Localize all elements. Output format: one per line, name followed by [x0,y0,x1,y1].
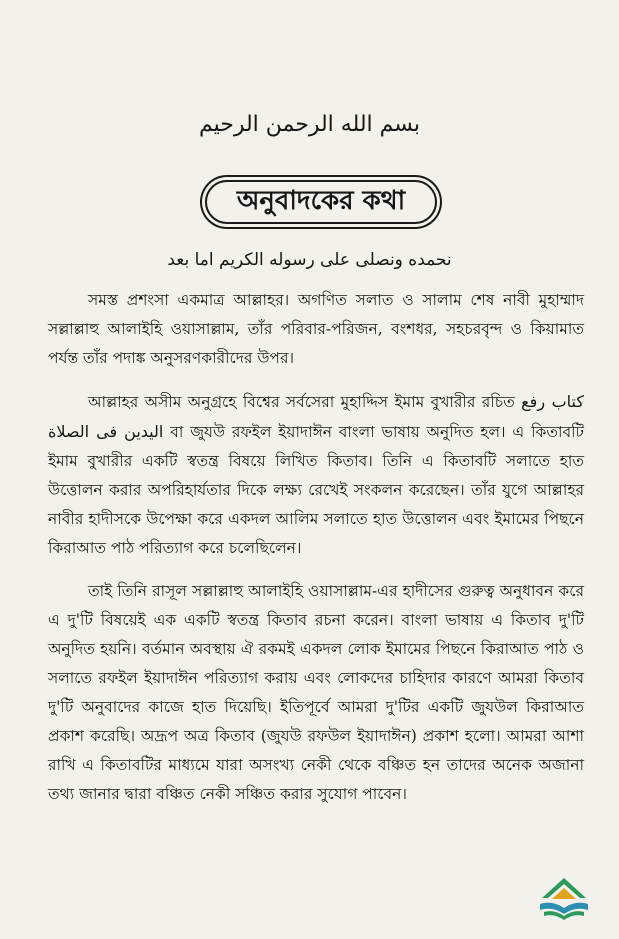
bismillah-heading: بسم الله الرحمن الرحيم [198,112,421,137]
paragraph-3: তাই তিনি রাসূল সল্লাল্লাহু আলাইহি ওয়াসাল্লাম-এর হাদীসের গুরুত্ব অনুধাবন করে এ দু'টি বিষয়েই এক একটি স্বতন্ত্র কিতাব রচনা করেন। বাংলা ভাষায় এ কিতাব দু'টি অনুদিত হয়নি। বর্তমান অবস্থায় ঐ রকমই একদল লোক ইমামের পিছনে কিরাআত পাঠ ও সলাতে রফইল ইয়াদাঈন পরিত্যাগ করায় এবং লোকদের চাহিদার কারণে আমরা কিতাব দু'টি অনুবাদের কাজে হাত দিয়েছি। ইতিপূর্বে আমরা দু'টির একটি জুযউল কিরাআত প্রকাশ করেছি। অদ্রূপ অত্র কিতাব (জুযউ রফউল ইয়াদাঈন) প্রকাশ হলো। আমরা আশা রাখি এ কিতাবটির মাধ্যমে যারা অসংখ্য নেকী থেকে বঞ্চিত হন তাদের অনেক অজানা তথ্য জানার দ্বারা বঞ্চিত নেকী সঞ্চিত করার সুযোগ পাবেন। [48,582,584,803]
page-title [205,180,437,224]
page-title-text: অনুবাদকের কথা [236,186,406,216]
body-text [48,286,584,823]
paragraph-1: সমস্ত প্রশংসা একমাত্র আল্লাহর। অগণিত সলাত ও সালাম শেষ নাবী মুহাম্মাদ সল্লাল্লাহু আলাইহি ওয়াসাল্লাম, তাঁর পরিবার-পরিজন, বংশধর, সহচরবৃন্দ ও কিয়ামাত পর্যন্ত তাঁর পদাঙ্ক অনুসরণকারীদের উপর। [48,291,584,367]
arabic-subheading: نحمده ونصلى على رسوله الكريم اما بعد [167,250,452,270]
paragraph-2-end: বা জুযউ রফইল ইয়াদাঈন বাংলা ভাষায় অনুদিত হল। এ কিতাবটি ইমাম বুখারীর একটি স্বতন্ত্র বিষয়ে লিখিত কিতাব। তিনি এ কিতাবটি সলাতে হাত উত্তোলন করার অপরিহার্যতার দিকে লক্ষ্য রেখেই সংকলন করেছেন। তাঁর যুগে আল্লাহর নাবীর হাদীসকে উপেক্ষা করে একদল আলিম সলাতে হাত উত্তোলন এবং ইমামের পিছনে কিরাআত পাঠ পরিত্যাগ করে চলেছিলেন। [48,423,584,557]
paragraph-2-start: আল্লাহর অসীম অনুগ্রহে বিশ্বের সর্বসেরা মুহাদ্দিস ইমাম বুখারীর রচিত [88,393,522,411]
paragraph-2 [48,387,584,563]
book-logo-icon [536,876,592,922]
paragraph-2-arabic-title: كتاب رفع اليدين فى الصلاة [48,392,584,441]
